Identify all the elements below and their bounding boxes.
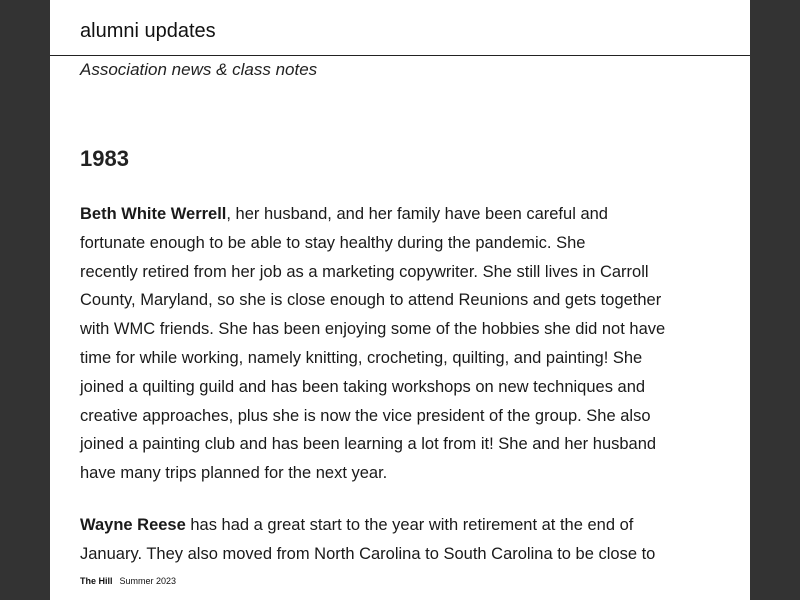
- alumni-name: Beth White Werrell: [80, 205, 227, 223]
- tagline: Association news & class notes: [80, 60, 318, 79]
- note-line: have many trips planned for the next year.: [80, 464, 388, 483]
- site-title: alumni updates: [80, 20, 216, 42]
- note-line: time for while working, namely knitting, crocheting, quilting, and painting! She: [80, 348, 643, 367]
- note-line: County, Maryland, so she is close enough to attend Reunions and gets together: [80, 291, 662, 310]
- note-line: joined a quilting guild and has been taking workshops on new techniques and: [80, 377, 646, 396]
- magazine-page: [50, 0, 750, 600]
- note-line: [80, 200, 730, 229]
- alumni-name: Wayne Reese: [80, 516, 186, 534]
- magazine-name: The Hill: [80, 576, 113, 586]
- note-line: January. They also moved from North Carolina to South Carolina to be close to: [80, 544, 656, 563]
- note-line: creative approaches, plus she is now the vice president of the group. She also: [80, 406, 651, 425]
- note-text: , her husband, and her family have been careful and: [226, 205, 608, 223]
- class-note: [80, 200, 730, 488]
- note-line: fortunate enough to be able to stay healthy during the pandemic. She: [80, 233, 586, 252]
- class-year-heading: 1983: [80, 146, 129, 171]
- note-text: has had a great start to the year with retirement at the end of: [185, 516, 634, 534]
- note-line: joined a painting club and has been learning a lot from it! She and her husband: [80, 435, 657, 454]
- issue-date: Summer 2023: [119, 576, 177, 586]
- page-header: [50, 0, 750, 56]
- note-line: with WMC friends. She has been enjoying some of the hobbies she did not have: [80, 320, 666, 339]
- class-note: [80, 511, 730, 569]
- note-line: recently retired from her job as a marketing copywriter. She still lives in Carroll: [80, 262, 649, 281]
- page-footer: [80, 575, 180, 587]
- note-line: [80, 511, 730, 540]
